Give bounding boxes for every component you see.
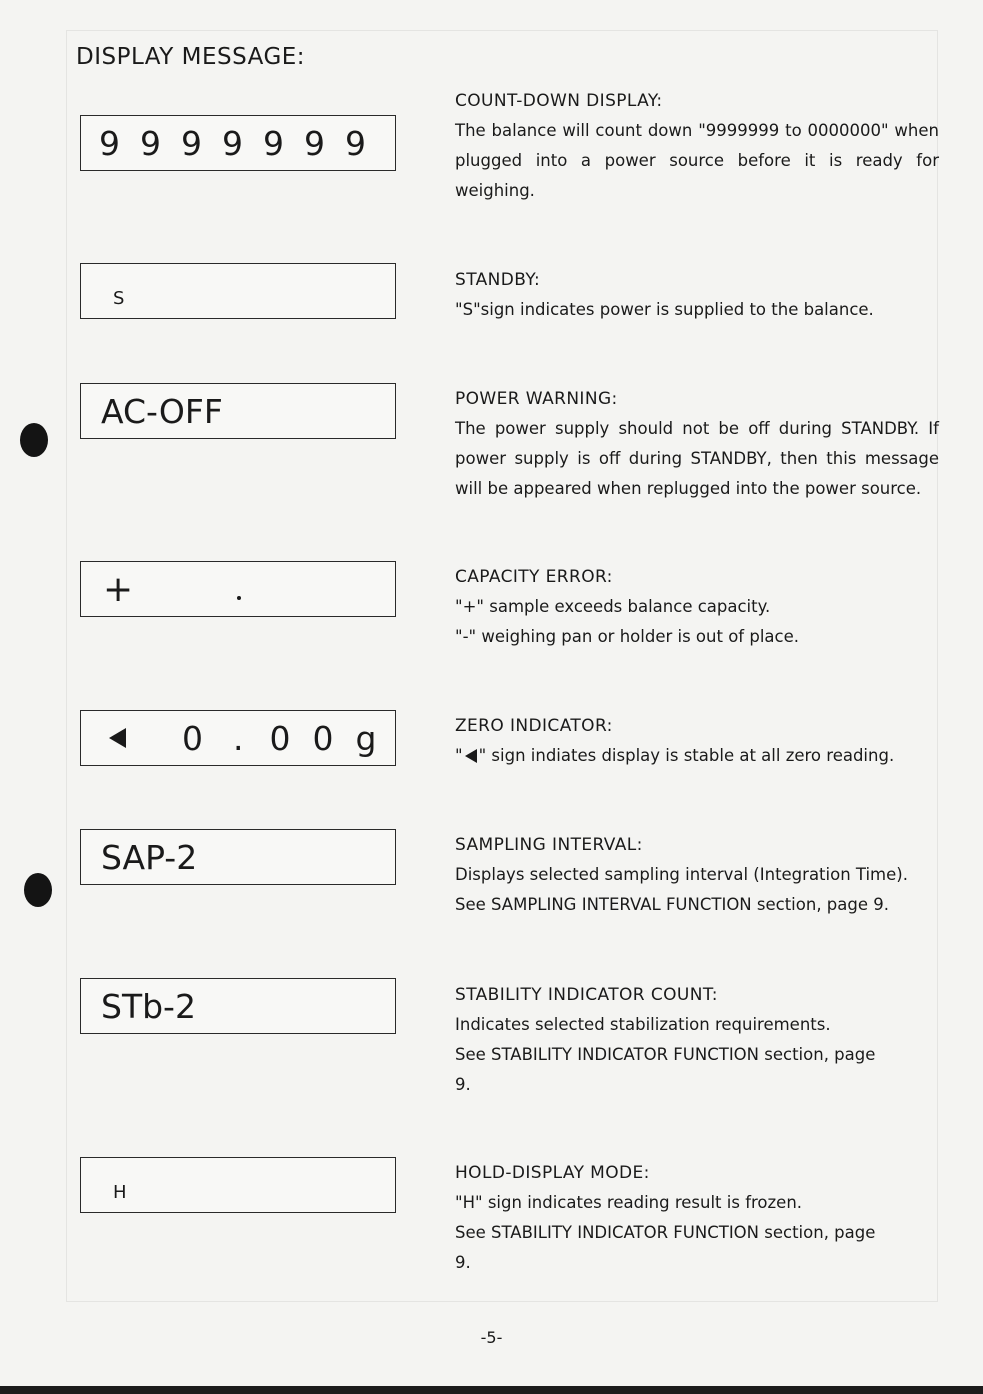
entry-zero-indicator-desc: " sign indiates display is stable at all zero reading. <box>478 746 895 765</box>
entry-power-warning-text: The power supply should not be off during STANDBY. If power supply is off during STANDBY, then this message will be appeared when replugged into the power source. <box>455 419 939 498</box>
entry-sampling-text: Displays selected sampling interval (Integration Time). <box>455 865 908 884</box>
entry-capacity-error <box>455 562 939 652</box>
entry-stability-text: Indicates selected stabilization requirements. <box>455 1015 831 1034</box>
entry-stability-heading: STABILITY INDICATOR COUNT: <box>455 985 718 1005</box>
entry-zero-indicator <box>455 711 939 771</box>
entry-hold-reference: See STABILITY INDICATOR FUNCTION section, page 9. <box>455 1223 876 1272</box>
display-zero-point: . <box>233 718 244 758</box>
display-zero-digit: 0 <box>312 718 334 758</box>
entry-power-warning-heading: POWER WARNING: <box>455 389 618 409</box>
display-sampling-value: SAP-2 <box>101 837 198 877</box>
entry-countdown-text: The balance will count down "9999999 to 0000000" when plugged into a power source before it is ready for weighing. <box>455 121 939 200</box>
display-capacity-error <box>80 561 396 617</box>
display-hold-value: H <box>113 1181 127 1203</box>
display-countdown <box>80 115 396 171</box>
display-zero-digit: 0 <box>269 718 291 758</box>
display-zero-unit: g <box>355 718 377 758</box>
entry-standby-heading: STANDBY: <box>455 270 541 290</box>
display-zero <box>80 710 396 766</box>
display-power-warning <box>80 383 396 439</box>
entry-sampling-interval <box>455 830 939 920</box>
entry-standby-text: "S"sign indicates power is supplied to the balance. <box>455 300 874 319</box>
display-power-warning-value: AC-OFF <box>101 391 223 431</box>
bleed-through-frame <box>66 30 938 1302</box>
display-stability <box>80 978 396 1034</box>
quote-open: " <box>455 746 463 765</box>
entry-zero-indicator-text <box>455 741 939 771</box>
punch-hole-top <box>20 423 48 457</box>
entry-capacity-error-heading: CAPACITY ERROR: <box>455 567 613 587</box>
display-zero-digit: 0 <box>182 718 203 758</box>
entry-hold-text: "H" sign indicates reading result is frozen. <box>455 1193 803 1212</box>
display-standby <box>80 263 396 319</box>
entry-standby <box>455 265 939 325</box>
entry-stability-count <box>455 980 939 1100</box>
scan-edge-bar <box>0 1386 983 1394</box>
display-zero-row <box>81 719 395 758</box>
entry-power-warning <box>455 384 939 504</box>
entry-hold-heading: HOLD-DISPLAY MODE: <box>455 1163 650 1183</box>
entry-sampling-heading: SAMPLING INTERVAL: <box>455 835 643 855</box>
display-countdown-value: 9999999 <box>99 123 386 163</box>
stable-arrow-icon <box>109 728 126 748</box>
display-stability-value: STb-2 <box>101 986 196 1026</box>
stable-arrow-icon <box>465 749 477 763</box>
entry-countdown-heading: COUNT-DOWN DISPLAY: <box>455 91 663 111</box>
entry-capacity-error-plus: "+" sample exceeds balance capacity. <box>455 597 771 616</box>
display-decimal-point <box>237 596 241 600</box>
punch-hole-bottom <box>24 873 52 907</box>
entry-capacity-error-minus: "-" weighing pan or holder is out of place. <box>455 627 799 646</box>
entry-countdown <box>455 86 939 206</box>
entry-sampling-reference: See SAMPLING INTERVAL FUNCTION section, page 9. <box>455 895 890 914</box>
display-capacity-error-value: + <box>103 568 134 610</box>
page-title: DISPLAY MESSAGE: <box>76 44 306 70</box>
page-number: -5- <box>480 1328 503 1347</box>
display-standby-value: S <box>113 287 125 309</box>
display-hold <box>80 1157 396 1213</box>
entry-zero-indicator-heading: ZERO INDICATOR: <box>455 716 613 736</box>
display-sampling <box>80 829 396 885</box>
entry-stability-reference: See STABILITY INDICATOR FUNCTION section, page 9. <box>455 1045 876 1094</box>
entry-hold-display <box>455 1158 939 1278</box>
